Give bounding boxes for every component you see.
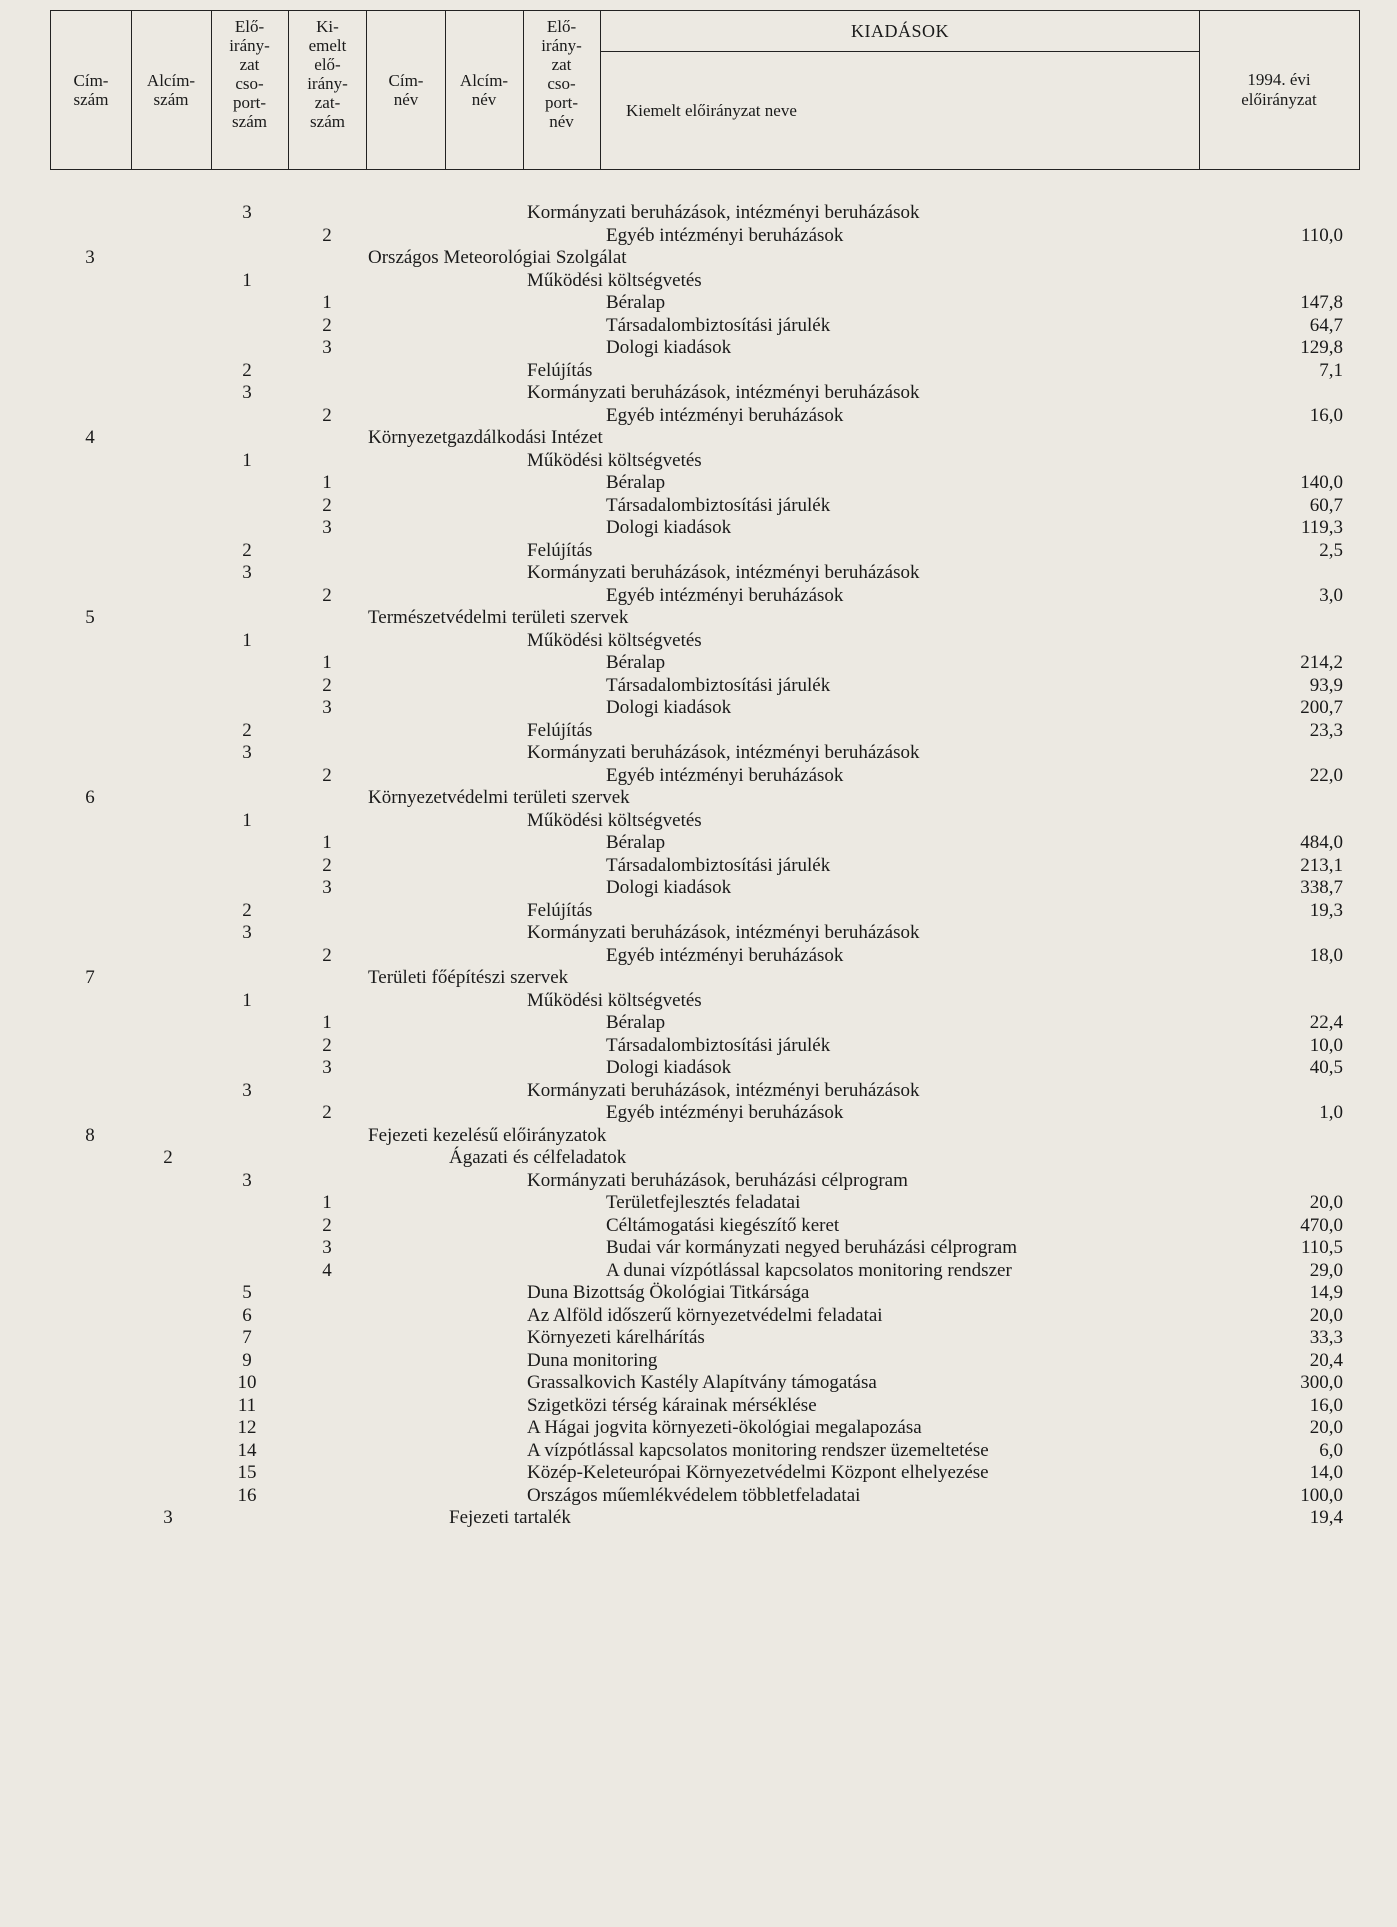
table-row [0, 517, 1397, 540]
row-value: 23,3 [1309, 719, 1343, 741]
row-label: Kormányzati beruházások, intézményi beruházások [527, 382, 920, 403]
table-row [0, 337, 1397, 360]
row-number: 3 [163, 1507, 173, 1528]
table-row [0, 1192, 1397, 1215]
table-row [0, 1395, 1397, 1418]
table-row [0, 225, 1397, 248]
row-label: Környezetvédelmi területi szervek [368, 787, 630, 808]
row-value: 16,0 [1309, 404, 1343, 426]
row-label: Budai vár kormányzati negyed beruházási célprogram [606, 1237, 1017, 1258]
table-row [0, 472, 1397, 495]
row-label: Béralap [606, 652, 666, 673]
row-label: Felújítás [527, 719, 593, 741]
row-number: 2 [322, 854, 332, 876]
table-row [0, 202, 1397, 225]
row-label: Béralap [606, 292, 666, 313]
row-label: Béralap [606, 832, 666, 853]
row-label: Grassalkovich Kastély Alapítvány támogatása [527, 1372, 877, 1393]
row-label: Duna Bizottság Ökológiai Titkársága [527, 1282, 810, 1303]
row-value: 10,0 [1309, 1034, 1343, 1056]
table-row [0, 1417, 1397, 1440]
row-value: 60,7 [1309, 494, 1343, 516]
table-row [0, 1237, 1397, 1260]
row-label: Közép-Keleteurópai Környezetvédelmi Központ elhelyezése [527, 1462, 989, 1483]
row-value: 22,0 [1309, 764, 1343, 786]
row-label: Fejezeti kezelésű előirányzatok [368, 1124, 607, 1146]
table-row [0, 1305, 1397, 1328]
table-row [0, 607, 1397, 630]
row-number: 5 [242, 1282, 252, 1303]
row-number: 3 [242, 382, 252, 403]
table-row [0, 405, 1397, 428]
row-number: 2 [242, 899, 252, 921]
row-value: 14,9 [1309, 1282, 1343, 1303]
row-value: 110,5 [1300, 1237, 1343, 1258]
row-label: Működési költségvetés [527, 989, 702, 1011]
header-kiemelt-eloiranyzat-neve: Kiemelt előirányzat neve [626, 101, 797, 120]
row-label: Szigetközi térség kárainak mérséklése [527, 1394, 817, 1416]
row-number: 2 [322, 674, 332, 696]
row-number: 4 [322, 1259, 332, 1281]
table-row [0, 1260, 1397, 1283]
row-label: A dunai vízpótlással kapcsolatos monitoring rendszer [606, 1259, 1012, 1281]
row-label: Kormányzati beruházások, intézményi beruházások [527, 742, 920, 763]
table-row [0, 877, 1397, 900]
row-label: Kormányzati beruházások, intézményi beruházások [527, 1079, 920, 1101]
row-value: 14,0 [1309, 1462, 1343, 1483]
row-label: Társadalombiztosítási járulék [606, 494, 831, 516]
budget-rows [0, 202, 1397, 1530]
row-label: Társadalombiztosítási járulék [606, 674, 831, 696]
row-value: 119,3 [1300, 517, 1343, 538]
table-header [50, 10, 1360, 170]
header-alcim-nev: Alcím- név [445, 11, 524, 169]
row-label: A Hágai jogvita környezeti-ökológiai megalapozása [527, 1417, 922, 1438]
table-row [0, 495, 1397, 518]
row-number: 2 [322, 944, 332, 966]
row-number: 1 [242, 629, 252, 651]
table-row [0, 697, 1397, 720]
row-value: 338,7 [1300, 877, 1343, 898]
table-row [0, 720, 1397, 743]
row-value: 140,0 [1300, 472, 1343, 493]
row-number: 10 [237, 1372, 257, 1393]
row-label: Dologi kiadások [606, 877, 732, 898]
row-label: Felújítás [527, 899, 593, 921]
row-number: 3 [242, 1169, 252, 1191]
table-row [0, 765, 1397, 788]
row-number: 2 [322, 1214, 332, 1236]
table-row [0, 675, 1397, 698]
row-label: Egyéb intézményi beruházások [606, 764, 844, 786]
row-label: Fejezeti tartalék [449, 1507, 571, 1528]
table-row [0, 1485, 1397, 1508]
row-value: 64,7 [1309, 314, 1343, 336]
row-label: Kormányzati beruházások, intézményi beruházások [527, 922, 920, 943]
row-label: Társadalombiztosítási járulék [606, 314, 831, 336]
table-row [0, 562, 1397, 585]
row-number: 1 [242, 269, 252, 291]
row-number: 2 [322, 314, 332, 336]
row-number: 3 [322, 1237, 332, 1258]
row-value: 3,0 [1319, 584, 1343, 606]
header-eloiranyzat-csoport-nev: Elő- irány- zat cso- port- név [523, 11, 601, 169]
row-label: Működési költségvetés [527, 449, 702, 471]
row-number: 1 [322, 1012, 332, 1033]
row-label: Működési költségvetés [527, 809, 702, 831]
row-number: 6 [85, 787, 95, 808]
table-row [0, 1102, 1397, 1125]
row-label: Az Alföld időszerű környezetvédelmi feladatai [527, 1304, 883, 1326]
row-value: 20,0 [1309, 1417, 1343, 1438]
row-number: 1 [242, 989, 252, 1011]
row-label: Dologi kiadások [606, 337, 732, 358]
row-number: 14 [237, 1439, 257, 1461]
row-value: 18,0 [1309, 944, 1343, 966]
row-value: 7,1 [1319, 359, 1343, 381]
row-number: 2 [242, 539, 252, 561]
row-number: 8 [85, 1124, 95, 1146]
row-value: 147,8 [1300, 292, 1343, 313]
table-row [0, 1462, 1397, 1485]
row-value: 214,2 [1300, 652, 1343, 673]
row-label: Béralap [606, 1012, 666, 1033]
table-row [0, 990, 1397, 1013]
row-value: 20,0 [1309, 1192, 1343, 1213]
row-number: 3 [242, 1079, 252, 1101]
row-number: 2 [322, 584, 332, 606]
row-value: 6,0 [1319, 1439, 1343, 1461]
row-number: 1 [322, 472, 332, 493]
row-number: 12 [237, 1417, 257, 1438]
row-value: 2,5 [1319, 539, 1343, 561]
row-number: 1 [242, 449, 252, 471]
row-number: 1 [322, 292, 332, 313]
row-number: 3 [322, 877, 332, 898]
row-value: 129,8 [1300, 337, 1343, 358]
row-label: Társadalombiztosítási járulék [606, 1034, 831, 1056]
table-row [0, 427, 1397, 450]
row-number: 1 [322, 1192, 332, 1213]
row-number: 2 [322, 1034, 332, 1056]
table-row [0, 1147, 1397, 1170]
row-number: 2 [242, 359, 252, 381]
table-row [0, 450, 1397, 473]
row-value: 484,0 [1300, 832, 1343, 853]
row-label: Céltámogatási kiegészítő keret [606, 1214, 840, 1236]
row-number: 1 [242, 809, 252, 831]
row-value: 19,4 [1309, 1507, 1343, 1528]
row-value: 19,3 [1309, 899, 1343, 921]
row-number: 3 [85, 247, 95, 268]
row-number: 7 [242, 1327, 252, 1348]
row-number: 2 [322, 764, 332, 786]
row-value: 100,0 [1300, 1484, 1343, 1506]
row-value: 20,4 [1309, 1349, 1343, 1371]
header-kiemelt-eloiranyzat-szam: Ki- emelt elő- irány- zat- szám [289, 11, 367, 169]
row-number: 3 [242, 202, 252, 223]
table-row [0, 1282, 1397, 1305]
header-eloiranyzat-csoport-szam: Elő- irány- zat cso- port- szám [211, 11, 289, 169]
table-row [0, 1057, 1397, 1080]
row-value: 22,4 [1309, 1012, 1343, 1033]
row-number: 15 [237, 1462, 257, 1483]
row-number: 3 [322, 697, 332, 718]
row-value: 20,0 [1309, 1304, 1343, 1326]
row-number: 1 [322, 652, 332, 673]
row-number: 2 [322, 404, 332, 426]
row-label: Környezeti kárelhárítás [527, 1327, 705, 1348]
row-label: Egyéb intézményi beruházások [606, 404, 844, 426]
row-label: Kormányzati beruházások, beruházási célprogram [527, 1169, 908, 1191]
table-row [0, 360, 1397, 383]
table-row [0, 630, 1397, 653]
row-label: Felújítás [527, 539, 593, 561]
row-value: 470,0 [1300, 1214, 1343, 1236]
header-cim-szam: Cím- szám [51, 11, 132, 169]
row-label: Egyéb intézményi beruházások [606, 944, 844, 966]
table-row [0, 585, 1397, 608]
row-number: 3 [322, 337, 332, 358]
row-value: 16,0 [1309, 1394, 1343, 1416]
table-row [0, 810, 1397, 833]
table-row [0, 1327, 1397, 1350]
table-row [0, 967, 1397, 990]
row-value: 200,7 [1300, 697, 1343, 718]
table-row [0, 1012, 1397, 1035]
header-kiadasok: KIADÁSOK [601, 11, 1199, 52]
row-value: 29,0 [1309, 1259, 1343, 1281]
row-value: 110,0 [1300, 224, 1343, 246]
table-row [0, 315, 1397, 338]
row-number: 2 [242, 719, 252, 741]
row-label: Egyéb intézményi beruházások [606, 1102, 844, 1123]
row-number: 3 [242, 742, 252, 763]
table-row [0, 922, 1397, 945]
row-number: 1 [322, 832, 332, 853]
row-label: Dologi kiadások [606, 1057, 732, 1078]
table-row [0, 742, 1397, 765]
row-number: 2 [163, 1147, 173, 1168]
row-number: 3 [242, 922, 252, 943]
table-row [0, 270, 1397, 293]
table-row [0, 1215, 1397, 1238]
header-year-column: 1994. évi előirányzat [1241, 70, 1317, 109]
row-value: 33,3 [1309, 1327, 1343, 1348]
row-number: 3 [322, 517, 332, 538]
row-label: Működési költségvetés [527, 629, 702, 651]
row-label: Dologi kiadások [606, 517, 732, 538]
row-number: 4 [85, 427, 95, 448]
table-row [0, 1080, 1397, 1103]
row-value: 93,9 [1309, 674, 1343, 696]
row-value: 40,5 [1309, 1057, 1343, 1078]
table-row [0, 1350, 1397, 1373]
table-row [0, 945, 1397, 968]
row-label: Duna monitoring [527, 1349, 658, 1371]
row-number: 5 [85, 607, 95, 628]
row-number: 2 [322, 1102, 332, 1123]
row-label: Környezetgazdálkodási Intézet [368, 427, 603, 448]
row-number: 7 [85, 967, 95, 988]
row-label: Kormányzati beruházások, intézményi beruházások [527, 202, 920, 223]
header-alcim-szam: Alcím- szám [131, 11, 212, 169]
row-value: 1,0 [1319, 1102, 1343, 1123]
row-number: 3 [322, 1057, 332, 1078]
table-row [0, 652, 1397, 675]
row-number: 2 [322, 224, 332, 246]
row-label: Egyéb intézményi beruházások [606, 584, 844, 606]
row-label: Területi főépítészi szervek [368, 967, 569, 988]
row-number: 2 [322, 494, 332, 516]
row-value: 300,0 [1300, 1372, 1343, 1393]
row-label: Országos Meteorológiai Szolgálat [368, 247, 627, 268]
table-row [0, 855, 1397, 878]
table-row [0, 1035, 1397, 1058]
table-row [0, 1507, 1397, 1530]
row-label: Felújítás [527, 359, 593, 381]
table-row [0, 1440, 1397, 1463]
header-cim-nev: Cím- név [367, 11, 446, 169]
table-row [0, 540, 1397, 563]
table-row [0, 900, 1397, 923]
row-label: Működési költségvetés [527, 269, 702, 291]
table-row [0, 382, 1397, 405]
row-label: Területfejlesztés feladatai [606, 1192, 801, 1213]
row-number: 9 [242, 1349, 252, 1371]
table-row [0, 1170, 1397, 1193]
row-label: A vízpótlással kapcsolatos monitoring rendszer üzemeltetése [527, 1439, 989, 1461]
table-row [0, 292, 1397, 315]
table-row [0, 787, 1397, 810]
table-row [0, 247, 1397, 270]
row-number: 6 [242, 1304, 252, 1326]
row-label: Egyéb intézményi beruházások [606, 224, 844, 246]
row-label: Társadalombiztosítási járulék [606, 854, 831, 876]
row-label: Természetvédelmi területi szervek [368, 607, 629, 628]
row-label: Dologi kiadások [606, 697, 732, 718]
row-label: Kormányzati beruházások, intézményi beruházások [527, 562, 920, 583]
table-row [0, 1372, 1397, 1395]
row-label: Országos műemlékvédelem többletfeladatai [527, 1484, 861, 1506]
table-row [0, 832, 1397, 855]
row-number: 11 [237, 1394, 257, 1416]
row-number: 16 [237, 1484, 257, 1506]
table-row [0, 1125, 1397, 1148]
row-label: Béralap [606, 472, 666, 493]
row-label: Ágazati és célfeladatok [449, 1147, 627, 1168]
row-value: 213,1 [1300, 854, 1343, 876]
row-number: 3 [242, 562, 252, 583]
